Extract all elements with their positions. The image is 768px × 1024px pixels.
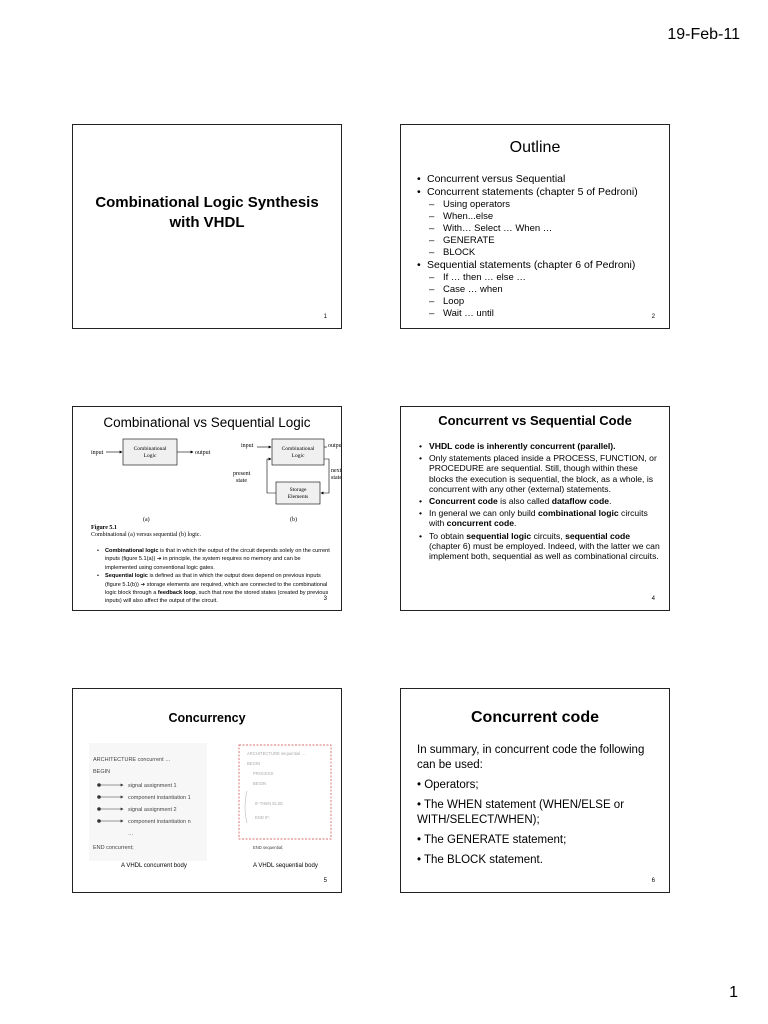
concurrent-caption: A VHDL concurrent body: [121, 863, 187, 869]
fig-b-combinational-block: [272, 439, 324, 465]
bullet-bold: dataflow code: [551, 496, 610, 507]
slide-number: 3: [323, 596, 327, 602]
concurrent-arch: ARCHITECTURE concurrent …: [93, 757, 171, 763]
outline-item: • Sequential statements (chapter 6 of Pedroni): [417, 259, 667, 272]
page-number: 1: [729, 984, 738, 1001]
slide-5: [72, 688, 342, 893]
header-date: 19-Feb-11: [667, 26, 740, 43]
outline-subitem: – If … then … else …: [417, 272, 667, 284]
slide-number: 2: [651, 314, 655, 320]
outline-subitem: – With… Select … When …: [417, 223, 667, 235]
bullet-bold: feedback loop: [157, 590, 196, 597]
fig-b-label: (b): [290, 517, 297, 523]
sequential-pbegin: BEGIN: [253, 781, 267, 786]
fig-a-input-label: input: [91, 450, 104, 456]
bullet-bold: sequential code: [565, 530, 631, 541]
slide-number: 6: [651, 878, 655, 884]
bullet-text: is also called: [497, 496, 552, 507]
bullet-item: [417, 531, 663, 562]
outline-subitem: – When...else: [417, 211, 667, 223]
fig-a-label: (a): [143, 517, 150, 523]
fig-a-block-text: Logic: [143, 453, 157, 459]
sequential-caption: A VHDL sequential body: [253, 863, 318, 869]
slide-title: Concurrent code: [470, 709, 599, 726]
bullet-text: .: [609, 496, 612, 507]
fig-a-combinational-block: [123, 439, 177, 465]
fig-b-block-text: Combinational: [281, 446, 315, 452]
sequential-flow-bracket: [245, 791, 247, 823]
slide-2: [400, 124, 670, 329]
body-item: • The BLOCK statement.: [417, 854, 543, 866]
bullet-list: [417, 441, 663, 563]
slide-body: [417, 743, 663, 873]
fig-b-storage-block: [276, 482, 320, 504]
fig-b-present-label: state: [236, 478, 247, 484]
outline-subitem: – Case … when: [417, 284, 667, 296]
fig-b-storage-text: Storage: [289, 487, 307, 493]
slide-1: [72, 124, 342, 329]
sequential-end: END sequential;: [253, 845, 284, 850]
fig-b-next-label: state: [331, 475, 342, 481]
figure-caption-text: Combinational (a) versus sequential (b) logic.: [91, 532, 201, 538]
concurrent-line: signal assignment 2: [128, 807, 177, 813]
bullet-text: .: [514, 518, 517, 529]
bullet-bold: sequential logic: [466, 530, 532, 541]
fig-b-input-label: input: [241, 443, 254, 449]
bullet-text: (chapter 6) must be employed. Indeed, with the latter we can implement both, sequential as well as combinational circuits.: [429, 540, 660, 562]
bullet-item: [97, 572, 333, 606]
bullet-item: [417, 508, 663, 528]
bullet-bold: concurrent code: [446, 518, 515, 529]
concurrent-line: signal assignment 1: [128, 783, 177, 789]
fig-b-next-label: next: [331, 468, 342, 474]
bullet-bold: VHDL code is inherently concurrent (parallel).: [429, 441, 616, 451]
bullet-text: circuits with: [429, 508, 648, 529]
bullet-item: • Only statements placed inside a PROCESS, FUNCTION, or PROCEDURE are sequential. Still, though within these blocks the execution is sequential, the block, as a whole, is concurrent with any other (external) statements.: [417, 453, 663, 494]
slide-number: 4: [651, 596, 655, 602]
bullet-item: [417, 441, 663, 451]
title-line-2: with VHDL: [169, 214, 245, 231]
sequential-begin: BEGIN: [247, 761, 261, 766]
sequential-arch: ARCHITECTURE sequential …: [247, 751, 306, 756]
slide-3: [72, 406, 342, 611]
outline-subitem: – Loop: [417, 296, 667, 308]
fig-b-storage-text: Elements: [287, 494, 309, 500]
bullet-item: [97, 547, 333, 572]
title-line-1: Combinational Logic Synthesis: [95, 194, 319, 211]
outline-subitem: – Using operators: [417, 199, 667, 211]
bullet-text: To obtain: [429, 530, 467, 541]
concurrent-begin: BEGIN: [93, 769, 111, 775]
bullet-item: [417, 496, 663, 506]
body-item: • The WHEN statement (WHEN/ELSE or WITH/SELECT/WHEN);: [417, 799, 625, 826]
slide-title: Concurrent vs Sequential Code: [438, 413, 632, 428]
slide-number: 1: [323, 314, 327, 320]
concurrent-end: END concurrent;: [93, 845, 134, 851]
body-intro: In summary, in concurrent code the following can be used:: [417, 744, 645, 771]
sequential-process: PROCESS: [253, 771, 274, 776]
bullet-text: is that in which the output of the circuit depends solely on the current inputs (figure 5.1(a)) ➔ in principle, the system requires no memory and can be implemented using conventional logic gates.: [105, 548, 330, 571]
concurrent-line: component instantiation 1: [128, 795, 191, 801]
outline-list: [417, 173, 667, 320]
fig-b-present-label: present: [233, 471, 251, 477]
sequential-if: IF THEN ELSE: [255, 801, 284, 806]
fig-b-block-text: Logic: [291, 453, 305, 459]
slide-number: 5: [323, 878, 327, 884]
fig-b-output-label: output: [328, 443, 343, 449]
bullet-list: [97, 547, 333, 606]
bullet-text: In general we can only build: [429, 508, 538, 519]
bullet-bold: Sequential logic: [105, 573, 148, 580]
slide-6: [400, 688, 670, 893]
bullet-text: , such that now the stored states (created by previous inputs) will also affect the output of the circuit.: [105, 590, 329, 605]
bullet-text: is defined as that in which the output does depend on previous inputs (figure 5.1(b)) ➔ storage elements are required, which are connected to the combinational logic block through a: [105, 573, 328, 597]
outline-item: • Concurrent statements (chapter 5 of Pedroni): [417, 186, 667, 199]
logic-figure: [73, 437, 342, 525]
sequential-body-panel: [239, 745, 331, 839]
figure-caption: [91, 525, 201, 539]
bullet-text: circuits,: [531, 530, 566, 541]
concurrency-figure: [73, 739, 342, 869]
concurrent-line: component instantiation n: [128, 819, 191, 825]
outline-item: • Concurrent versus Sequential: [417, 173, 667, 186]
slide-title: [73, 193, 341, 233]
outline-subitem: – GENERATE: [417, 235, 667, 247]
body-item: • Operators;: [417, 779, 479, 791]
sequential-endif: END IF;: [255, 815, 270, 820]
slide-title: Concurrency: [168, 711, 246, 725]
bullet-bold: Concurrent code: [429, 496, 498, 507]
fig-a-output-label: output: [195, 450, 211, 456]
body-item: • The GENERATE statement;: [417, 834, 567, 846]
slide-title: Combinational vs Sequential Logic: [103, 415, 311, 430]
bullet-bold: Combinational logic: [105, 548, 159, 554]
figure-caption-label: Figure 5.1: [91, 525, 117, 531]
concurrent-dots: …: [128, 831, 134, 837]
outline-subitem: – BLOCK: [417, 247, 667, 259]
outline-subitem: – Wait … until: [417, 308, 667, 320]
slide-title: Outline: [509, 139, 561, 156]
slide-4: [400, 406, 670, 611]
fig-a-block-text: Combinational: [133, 446, 167, 452]
bullet-bold: combinational logic: [537, 508, 619, 519]
